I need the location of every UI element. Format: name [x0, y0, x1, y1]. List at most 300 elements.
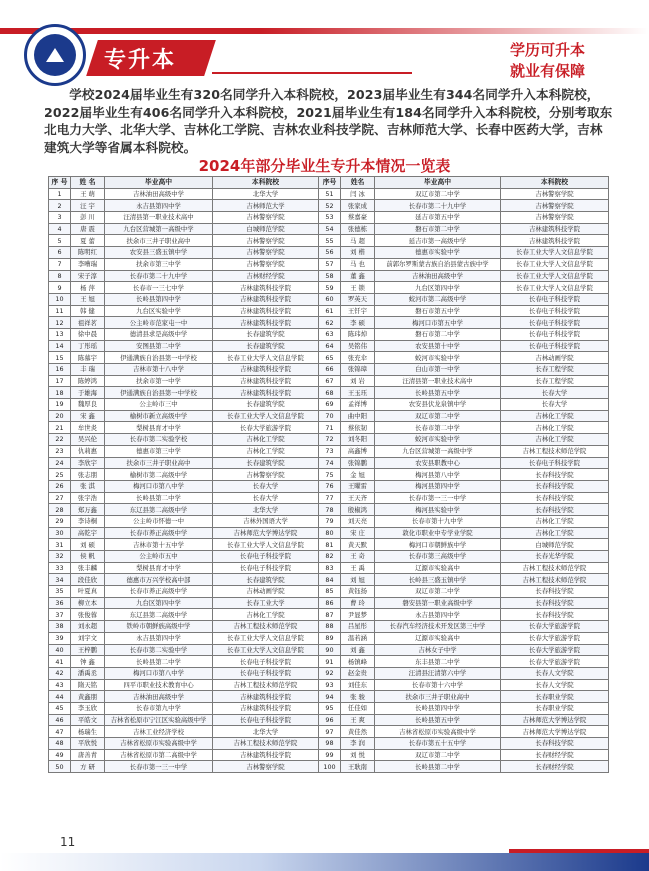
table-cell: 吉林省松原市实验高级中学 [375, 726, 501, 738]
footer-band [0, 853, 649, 871]
table-row [49, 469, 609, 481]
table-cell: 长岭县第二中学 [105, 492, 213, 504]
table-cell: 金 旭 [341, 469, 375, 481]
table-cell: 77 [319, 492, 341, 504]
table-cell: 吉林建筑科技学院 [501, 223, 609, 235]
table-cell: 长春建筑学院 [213, 399, 319, 411]
table-cell: 44 [49, 691, 71, 703]
table-cell: 长春市第二中学 [375, 422, 501, 434]
table-cell: 58 [319, 270, 341, 282]
table-row [49, 539, 609, 551]
table-cell: 长春职业学院 [501, 702, 609, 714]
table-cell: 长春电子科技学院 [501, 340, 609, 352]
table-cell: 43 [49, 679, 71, 691]
table-cell: 70 [319, 410, 341, 422]
table-cell: 56 [319, 247, 341, 259]
table-cell: 马 超 [341, 235, 375, 247]
table-cell: 李 硕 [341, 317, 375, 329]
table-row [49, 422, 609, 434]
table-cell: 方 研 [71, 761, 105, 773]
table-cell: 13 [49, 328, 71, 340]
table-cell: 叶夏真 [71, 586, 105, 598]
column-header: 本科院校 [213, 177, 319, 189]
table-row [49, 562, 609, 574]
table-cell: 陈慕宇 [71, 352, 105, 364]
table-cell: 刘永超 [71, 621, 105, 633]
table-cell: 吉林外国语大学 [213, 515, 319, 527]
table-cell: 35 [49, 586, 71, 598]
table-cell: 63 [319, 328, 341, 340]
table-cell: 曲中阳 [341, 410, 375, 422]
table-cell: 伊通满族自治县第一中学校 [105, 387, 213, 399]
table-row [49, 679, 609, 691]
table-row [49, 480, 609, 492]
table-cell: 唐 震 [71, 223, 105, 235]
table-cell: 吉林警察学院 [501, 188, 609, 200]
table-cell: 30 [49, 527, 71, 539]
table-cell: 76 [319, 480, 341, 492]
table-cell: 吉林警察学院 [213, 235, 319, 247]
table-row [49, 200, 609, 212]
table-cell: 98 [319, 738, 341, 750]
table-cell: 长岭县第四中学 [375, 702, 501, 714]
table-cell: 祖祥茗 [71, 317, 105, 329]
table-cell: 永吉县第四中学 [375, 609, 501, 621]
table-cell: 100 [319, 761, 341, 773]
table-cell: 长春电子科技学院 [501, 457, 609, 469]
table-cell: 75 [319, 469, 341, 481]
table-cell: 12 [49, 317, 71, 329]
table-cell: 4 [49, 223, 71, 235]
table-cell: 长春汽车经济技术开发区第三中学 [375, 621, 501, 633]
table-cell: 长春市第三高级中学 [375, 551, 501, 563]
table-cell: 吉林工程技术师范学院 [501, 562, 609, 574]
table-cell: 吉林工程技术师范学院 [213, 621, 319, 633]
table-cell: 23 [49, 445, 71, 457]
table-cell: 刘佳东 [341, 679, 375, 691]
table-cell: 吉林警察学院 [213, 247, 319, 259]
table-cell: 张俊蓉 [71, 609, 105, 621]
table-cell: 王耿南 [341, 761, 375, 773]
table-cell: 扶余市第三中学 [105, 258, 213, 270]
table-cell: 66 [319, 364, 341, 376]
table-cell: 吉林师范大学 [213, 200, 319, 212]
table-cell: 长岭县第二中学 [375, 761, 501, 773]
table-cell: 长春大学旅游学院 [501, 621, 609, 633]
table-cell: 梅河口市第八中学 [105, 480, 213, 492]
header-stripe [0, 28, 649, 34]
table-cell: 9 [49, 282, 71, 294]
table-cell: 吉林女子中学 [375, 644, 501, 656]
table-cell: 3 [49, 212, 71, 224]
banner-underline [212, 72, 412, 74]
table-row [49, 667, 609, 679]
table-cell: 刘 楷 [341, 247, 375, 259]
table-cell: 双辽市第二中学 [375, 749, 501, 761]
column-header: 序号 [319, 177, 341, 189]
table-cell: 85 [319, 586, 341, 598]
table-cell: 双辽市第二中学 [375, 586, 501, 598]
table-cell: 65 [319, 352, 341, 364]
table-cell: 北华大学 [213, 188, 319, 200]
table-cell: 吉林建筑科技学院 [213, 317, 319, 329]
table-cell: 徐中晨 [71, 328, 105, 340]
table-cell: 26 [49, 480, 71, 492]
table-cell: 长春建筑学院 [213, 574, 319, 586]
table-row [49, 656, 609, 668]
table-cell: 79 [319, 515, 341, 527]
table-cell: 彭 川 [71, 212, 105, 224]
table-cell: 吉林建筑科技学院 [213, 364, 319, 376]
table-cell: 长春人文学院 [501, 667, 609, 679]
table-cell: 长春电子科技学院 [213, 562, 319, 574]
table-cell: 72 [319, 434, 341, 446]
table-row [49, 212, 609, 224]
table-row [49, 188, 609, 200]
table-cell: 长春市第二实验学校 [105, 434, 213, 446]
table-cell: 71 [319, 422, 341, 434]
table-cell: 48 [49, 738, 71, 750]
table-cell: 丁彤瑶 [71, 340, 105, 352]
table-cell: 宋子淳 [71, 270, 105, 282]
table-row [49, 410, 609, 422]
table-cell: 吉林警察学院 [501, 212, 609, 224]
table-cell: 69 [319, 399, 341, 411]
table-cell: 吉林化工学院 [501, 434, 609, 446]
school-logo-icon [24, 24, 86, 86]
intro-paragraph: 学校2024届毕业生有320名同学升入本科院校，2023届毕业生有344名同学升入本科院校，2022届毕业生有406名同学升入本科院校，2021届毕业生有184名同学升入本科院校，分别考取东北电力大学、北华大学、吉林化工学院、吉林农业科技学院、吉林师范大学、长春中医药大学，吉林建筑大学等省属本科院校。 [44, 87, 613, 155]
table-cell: 吴铭伟 [341, 340, 375, 352]
table-cell: 侯 帆 [71, 551, 105, 563]
table-cell: 吴兴伦 [71, 434, 105, 446]
table-cell: 王 禹 [341, 562, 375, 574]
table-cell: 张锦璋 [341, 364, 375, 376]
table-row [49, 504, 609, 516]
table-cell: 丰 瑞 [71, 364, 105, 376]
table-cell: 78 [319, 504, 341, 516]
table-cell: 长春职业学院 [501, 691, 609, 703]
table-cell: 吉林警察学院 [213, 761, 319, 773]
table-cell: 吉林化工学院 [213, 609, 319, 621]
table-cell: 25 [49, 469, 71, 481]
table-cell: 16 [49, 364, 71, 376]
table-cell: 九台区营城第一高级中学 [105, 223, 213, 235]
table-cell: 长春工业大学人文信息学院 [213, 539, 319, 551]
table-cell: 19 [49, 399, 71, 411]
table-cell: 吉林省松原市实验高级中学 [105, 738, 213, 750]
table-cell: 敦化市职业中专学业学院 [375, 527, 501, 539]
table-cell: 榆树市第二高级中学 [105, 469, 213, 481]
table-cell: 吉林化工学院 [501, 527, 609, 539]
table-cell: 郑万鑫 [71, 504, 105, 516]
table-cell: 61 [319, 305, 341, 317]
table-cell: 长春建筑学院 [213, 457, 319, 469]
table-cell: 90 [319, 644, 341, 656]
table-cell: 22 [49, 434, 71, 446]
table-cell: 40 [49, 644, 71, 656]
table-cell: 长春电子科技学院 [213, 667, 319, 679]
table-cell: 扶余市三井子职业高中 [105, 457, 213, 469]
table-cell: 吉林化工学院 [501, 422, 609, 434]
table-cell: 96 [319, 714, 341, 726]
table-cell: 长岭县第五中学 [375, 714, 501, 726]
table-cell: 延吉市第五中学 [375, 212, 501, 224]
section-title: 专升本 [104, 48, 177, 73]
table-cell: 磐石市第二中学 [375, 223, 501, 235]
table-cell: 吉林动画学院 [501, 352, 609, 364]
table-cell: 延吉市第一高级中学 [375, 235, 501, 247]
table-cell: 刘冬阳 [341, 434, 375, 446]
table-cell: 21 [49, 422, 71, 434]
table-row [49, 621, 609, 633]
table-cell: 长春市第一三一中学 [105, 761, 213, 773]
table-cell: 农安县伏龙泉镇中学 [375, 399, 501, 411]
table-cell: 39 [49, 632, 71, 644]
table-cell: 长春工业大学人文信息学院 [501, 282, 609, 294]
table-row [49, 527, 609, 539]
table-cell: 吉林警察学院 [213, 469, 319, 481]
table-cell: 长岭县三盛玉镇中学 [375, 574, 501, 586]
table-cell: 长春工业大学人文信息学院 [501, 270, 609, 282]
table-cell: 梅河口市第八中学 [105, 667, 213, 679]
table-cell: 吉林动画学院 [213, 586, 319, 598]
table-cell: 吉林工程技术师范学院 [213, 738, 319, 750]
table-cell: 闫 冰 [341, 188, 375, 200]
table-cell: 张 淇 [71, 480, 105, 492]
table-cell: 尹显梦 [341, 609, 375, 621]
table-cell: 德惠市第三中学 [105, 445, 213, 457]
table-cell: 吉林建筑科技学院 [213, 305, 319, 317]
table-cell: 梅河口市第五中学 [375, 317, 501, 329]
table-cell: 长春建筑学院 [213, 328, 319, 340]
table-cell: 14 [49, 340, 71, 352]
table-cell: 公主岭市三中 [105, 399, 213, 411]
table-cell: 长岭县第五中学 [375, 387, 501, 399]
table-cell: 蔡嘉豪 [341, 212, 375, 224]
table-cell: 德清县求是高级中学 [105, 328, 213, 340]
table-cell: 长春科技学院 [501, 597, 609, 609]
table-cell: 刘 鑫 [341, 644, 375, 656]
table-cell: 长春大学旅游学院 [213, 422, 319, 434]
table-cell: 夏 蕾 [71, 235, 105, 247]
table-cell: 长春电子科技学院 [501, 317, 609, 329]
table-cell: 吉林建筑科技学院 [501, 235, 609, 247]
table-cell: 唐善青 [71, 749, 105, 761]
table-cell: 长春电子科技学院 [213, 714, 319, 726]
table-title: 2024年部分毕业生专升本情况一览表 [198, 157, 451, 175]
slogan [510, 40, 585, 82]
table-cell: 北华大学 [213, 504, 319, 516]
table-cell: 长春科技学院 [501, 480, 609, 492]
table-cell: 6 [49, 247, 71, 259]
table-cell: 长春电子科技学院 [501, 328, 609, 340]
table-cell: 1 [49, 188, 71, 200]
table-cell: 李诗桐 [71, 515, 105, 527]
table-row [49, 551, 609, 563]
table-row [49, 574, 609, 586]
table-cell: 农安县三盛玉镇中学 [105, 247, 213, 259]
table-cell: 长春财经学院 [501, 749, 609, 761]
table-cell: 80 [319, 527, 341, 539]
table-row [49, 738, 609, 750]
table-cell: 92 [319, 667, 341, 679]
page-header [0, 0, 649, 92]
table-cell: 吉林警察学院 [501, 200, 609, 212]
table-cell: 97 [319, 726, 341, 738]
table-cell: 10 [49, 293, 71, 305]
table-cell: 梅河县实验中学 [375, 504, 501, 516]
table-cell: 41 [49, 656, 71, 668]
table-cell: 磐安县第一职业高级中学 [375, 597, 501, 609]
table-cell: 高鑫博 [341, 445, 375, 457]
table-cell: 牟世炎 [71, 422, 105, 434]
table-row [49, 247, 609, 259]
table-cell: 长春市第九中学 [105, 702, 213, 714]
table-cell: 38 [49, 621, 71, 633]
table-cell: 安图县第二中学 [105, 340, 213, 352]
table-cell: 87 [319, 609, 341, 621]
table-cell: 罗英天 [341, 293, 375, 305]
table-cell: 榆树市新立高级中学 [105, 410, 213, 422]
table-cell: 长春大学 [213, 480, 319, 492]
table-cell: 农安县第十中学 [375, 340, 501, 352]
table-cell: 张丰麟 [71, 562, 105, 574]
table-cell: 55 [319, 235, 341, 247]
table-cell: 83 [319, 562, 341, 574]
table-cell: 长春科技学院 [501, 738, 609, 750]
table-cell: 长春大学旅游学院 [501, 656, 609, 668]
table-cell: 长春工业大学人文信息学院 [213, 410, 319, 422]
table-cell: 吉林建筑科技学院 [213, 387, 319, 399]
table-cell: 42 [49, 667, 71, 679]
table-cell: 99 [319, 749, 341, 761]
table-cell: 王 旭 [71, 293, 105, 305]
table-row [49, 317, 609, 329]
table-cell: 长春人文学院 [501, 679, 609, 691]
graduates-table [48, 176, 609, 773]
table-row [49, 691, 609, 703]
table-cell: 吉林油田高级中学 [105, 691, 213, 703]
table-cell: 吉林工业经济学校 [105, 726, 213, 738]
table-cell: 平欣悦 [71, 738, 105, 750]
table-cell: 马 也 [341, 258, 375, 270]
table-cell: 24 [49, 457, 71, 469]
table-cell: 刘 硕 [71, 539, 105, 551]
table-row [49, 270, 609, 282]
table-cell: 陈玮焯 [341, 328, 375, 340]
table-cell: 李 润 [341, 738, 375, 750]
table-row [49, 364, 609, 376]
table-cell: 吉林建筑科技学院 [213, 749, 319, 761]
table-cell: 汪清县第一职业技术高中 [375, 375, 501, 387]
table-cell: 吕星彤 [341, 621, 375, 633]
table-cell: 长春电子科技学院 [213, 656, 319, 668]
table-cell: 吉林工程技术师范学院 [501, 574, 609, 586]
logo-mark-icon [46, 48, 64, 62]
table-row [49, 399, 609, 411]
table-cell: 魏厚良 [71, 399, 105, 411]
table-cell: 长春工业大学人文信息学院 [501, 258, 609, 270]
table-cell: 张家成 [341, 200, 375, 212]
table-cell: 15 [49, 352, 71, 364]
table-cell: 汪 宇 [71, 200, 105, 212]
slogan-line-1: 学历可升本 [509, 41, 585, 59]
table-cell: 伊通满族自治县第一中学校 [105, 352, 213, 364]
table-cell: 17 [49, 375, 71, 387]
table-cell: 长春科技学院 [501, 492, 609, 504]
table-cell: 梨树县育才中学 [105, 422, 213, 434]
table-cell: 李玉欣 [71, 702, 105, 714]
table-cell: 隋天铭 [71, 679, 105, 691]
table-cell: 吉林化工学院 [213, 445, 319, 457]
table-cell: 长春科技学院 [501, 469, 609, 481]
table-cell: 王 萌 [71, 188, 105, 200]
table-cell: 王玉珏 [341, 387, 375, 399]
table-cell: 磐石市第二中学 [375, 328, 501, 340]
table-cell: 84 [319, 574, 341, 586]
table-cell: 45 [49, 702, 71, 714]
table-cell: 刘天亮 [341, 515, 375, 527]
table-body [49, 188, 609, 772]
table-cell: 白山市第一中学 [375, 364, 501, 376]
table-cell: 刘 岩 [341, 375, 375, 387]
table-cell: 吉林油田高级中学 [105, 188, 213, 200]
table-cell: 宋 庄 [341, 527, 375, 539]
table-row [49, 328, 609, 340]
table-row [49, 445, 609, 457]
table-cell: 陈明红 [71, 247, 105, 259]
table-row [49, 434, 609, 446]
table-row [49, 375, 609, 387]
table-cell: 吉林油田高级中学 [375, 270, 501, 282]
table-cell: 梅河县第四中学 [375, 480, 501, 492]
table-cell: 潘禹丞 [71, 667, 105, 679]
table-cell: 前郭尔罗斯蒙古族自治县蒙古族中学 [375, 258, 501, 270]
table-cell: 95 [319, 702, 341, 714]
table-cell: 吉林工程技术师范学院 [213, 679, 319, 691]
table-cell: 34 [49, 574, 71, 586]
table-cell: 29 [49, 515, 71, 527]
table-cell: 段佳欣 [71, 574, 105, 586]
table-cell: 吉林警察学院 [213, 212, 319, 224]
table-cell: 王钎宇 [341, 305, 375, 317]
table-row [49, 609, 609, 621]
table-cell: 磐石市第五中学 [375, 305, 501, 317]
table-cell: 平皓文 [71, 714, 105, 726]
table-cell: 吉林建筑科技学院 [213, 282, 319, 294]
table-cell: 王 锁 [341, 282, 375, 294]
table-cell: 长春电子科技学院 [501, 305, 609, 317]
table-cell: 九台区营城第一高级中学 [375, 445, 501, 457]
table-cell: 永吉县第四中学 [105, 200, 213, 212]
table-cell: 长春科技学院 [501, 609, 609, 621]
table-cell: 8 [49, 270, 71, 282]
table-cell: 张锦鹏 [341, 457, 375, 469]
table-row [49, 597, 609, 609]
table-cell: 27 [49, 492, 71, 504]
table-cell: 长岭县第二中学 [105, 656, 213, 668]
table-cell: 于雄海 [71, 387, 105, 399]
table-cell: 62 [319, 317, 341, 329]
table-cell: 长春市第五十五中学 [375, 738, 501, 750]
table-cell: 九台区第四中学 [375, 282, 501, 294]
table-cell: 公主岭市范家屯一中 [105, 317, 213, 329]
table-cell: 吉林工程技术师范学院 [501, 445, 609, 457]
table-cell: 89 [319, 632, 341, 644]
table-cell: 吉林建筑科技学院 [213, 293, 319, 305]
logo-inner [34, 34, 76, 76]
table-cell: 吉林师范大学博达学院 [501, 726, 609, 738]
